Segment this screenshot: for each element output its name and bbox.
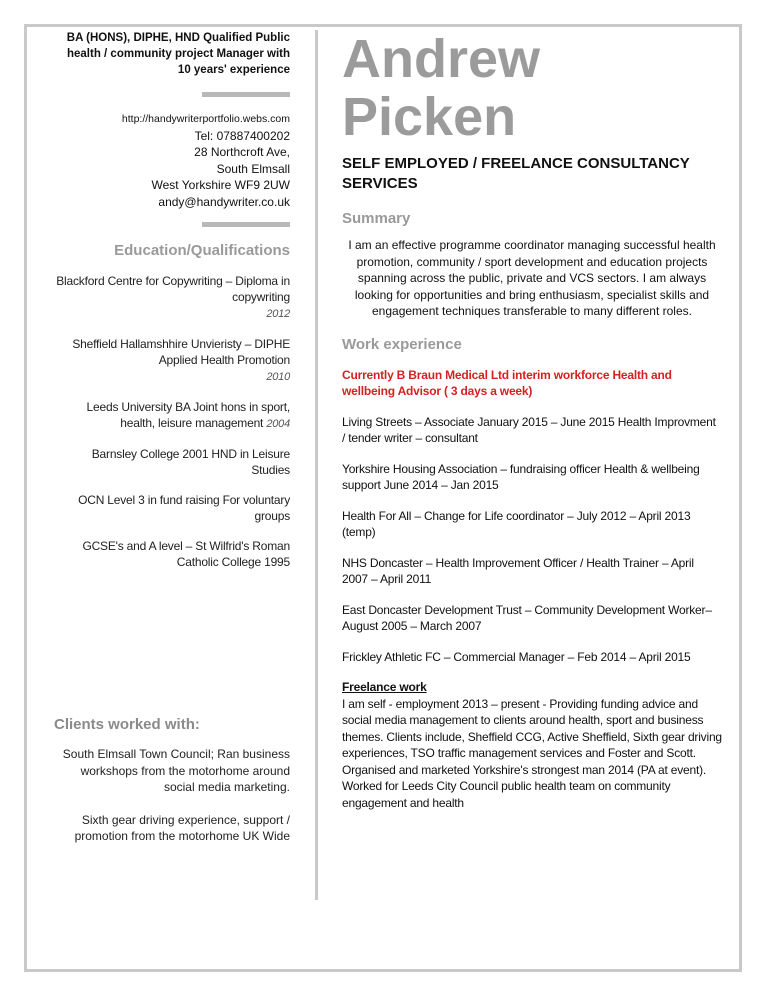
- divider: [202, 222, 290, 227]
- portfolio-link[interactable]: http://handywriterportfolio.webs.com: [121, 113, 290, 125]
- clients-title: Clients worked with:: [54, 716, 200, 733]
- summary-text: I am an effective programme coordinator managing successful health promotion, community / sport development and education projects spanning across the public, private and VCS sectors. I am always looking for opportunities and bring enthusiasm, specialist skills and engagement techniques transferable to many different roles.: [348, 238, 716, 318]
- education-item: Blackford Centre for Copywriting – Diploma in copywriting 2012: [56, 274, 290, 320]
- education-item: GCSE's and A level – St Wilfrid's Roman Catholic College 1995: [82, 539, 290, 569]
- address-line-2: South Elmsall: [216, 161, 290, 176]
- work-item: Health For All – Change for Life coordinator – July 2012 – April 2013 (temp): [342, 508, 691, 539]
- address-line-1: 28 Northcroft Ave,: [194, 145, 290, 159]
- work-item: East Doncaster Development Trust – Community Development Worker–August 2005 – March 2007: [342, 602, 712, 633]
- education-title: Education/Qualifications: [114, 242, 290, 259]
- clients-list: [54, 746, 290, 861]
- work-item: Yorkshire Housing Association – fundraising officer Health & wellbeing support June 2014 – Jan 2015: [342, 461, 700, 492]
- address-line-3: West Yorkshire WF9 2UW: [151, 178, 290, 192]
- first-name: Andrew: [342, 29, 541, 89]
- freelance-title: Freelance work: [342, 680, 427, 694]
- education-item: OCN Level 3 in fund raising For voluntary groups: [78, 493, 290, 523]
- freelance-text: I am self - employment 2013 – present - Providing funding advice and social media management to clients around health, sport and business themes. Clients include, Sheffield CCG, Active Sheffield, Sixth gear driving experiences, TSO traffic management services and Foster and Scott. Organised and marketed Yorkshire's strongest man 2014 (PA at event). Worked for Leeds City Council public health team on community engagement and health: [342, 696, 722, 810]
- email-link[interactable]: andy@handywriter.co.uk: [158, 194, 290, 209]
- contact-block: [54, 111, 290, 210]
- phone: Tel: 07887400202: [194, 128, 290, 143]
- current-role: Currently B Braun Medical Ltd interim workforce Health and wellbeing Advisor ( 3 days a week): [342, 367, 672, 398]
- client-item: Sixth gear driving experience, support / promotion from the motorhome UK Wide: [74, 812, 290, 843]
- column-divider: [315, 30, 318, 900]
- left-column: [54, 30, 290, 570]
- education-item: Sheffield Hallamshhire Unvieristy – DIPHE Applied Health Promotion 2010: [72, 337, 290, 383]
- client-item: South Elmsall Town Council; Ran business workshops from the motorhome around social media marketing.: [62, 747, 290, 794]
- right-column: [342, 30, 722, 811]
- work-item: NHS Doncaster – Health Improvement Officer / Health Trainer – April 2007 – April 2011: [342, 555, 694, 586]
- freelance-block: [342, 679, 722, 811]
- profile-tagline: BA (HONS), DIPHE, HND Qualified Public health / community project Manager with 10 years' experience: [66, 32, 290, 76]
- work-title: Work experience: [342, 335, 462, 353]
- education-item: Leeds University BA Joint hons in sport, health, leisure management 2004: [86, 400, 290, 430]
- headline: SELF EMPLOYED / FREELANCE CONSULTANCY SERVICES: [342, 155, 690, 192]
- last-name: Picken: [342, 87, 517, 147]
- divider: [202, 92, 290, 97]
- education-list: [54, 273, 290, 570]
- education-item: Barnsley College 2001 HND in Leisure Studies: [91, 447, 290, 477]
- summary-title: Summary: [342, 210, 411, 227]
- work-item: Frickley Athletic FC – Commercial Manager – Feb 2014 – April 2015: [342, 649, 691, 664]
- work-item: Living Streets – Associate January 2015 – June 2015 Health Improvment / tender writer – consultant: [342, 414, 716, 445]
